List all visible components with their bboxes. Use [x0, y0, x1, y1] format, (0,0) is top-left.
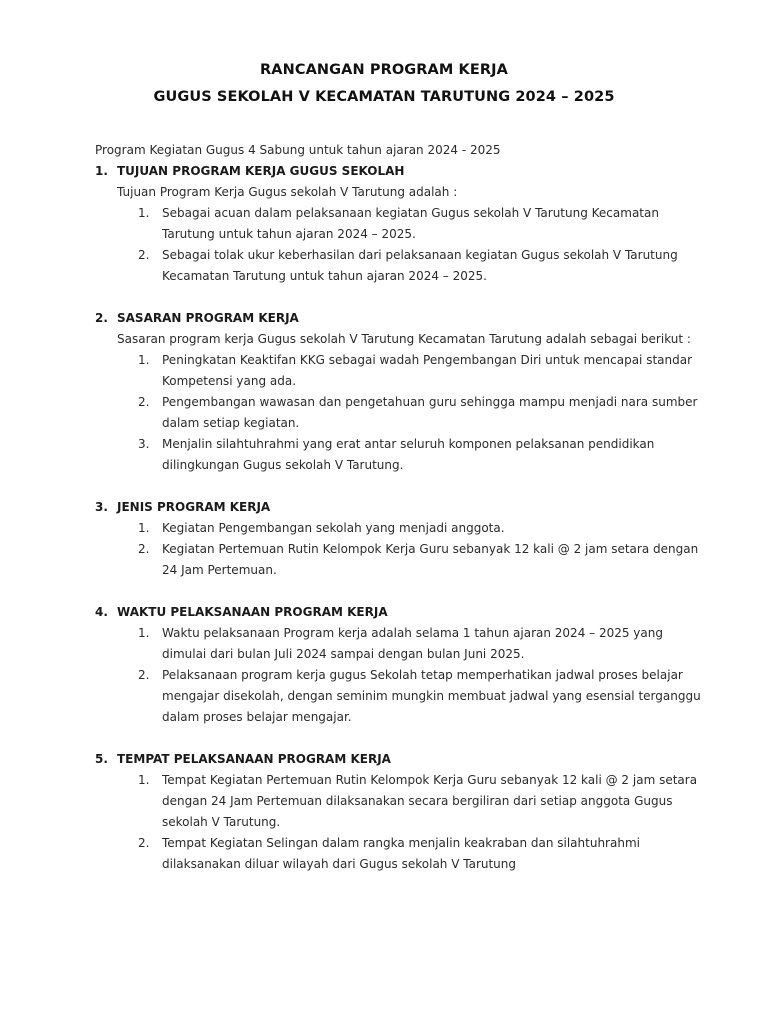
list-item-number: 2. [138, 542, 150, 556]
list-item-text: Sebagai tolak ukur keberhasilan dari pelaksanaan kegiatan Gugus sekolah V Tarutung Kecamatan Tarutung untuk tahun ajaran 2024 – 2025. [162, 248, 678, 283]
section-list [95, 161, 725, 875]
list-item [138, 665, 725, 728]
section-item-list [138, 203, 725, 287]
list-item-text: Tempat Kegiatan Selingan dalam rangka menjalin keakraban dan silahtuhrahmi dilaksanakan diluar wilayah dari Gugus sekolah V Tarutung [162, 836, 640, 871]
section-number: 4. [95, 605, 108, 619]
list-item [138, 833, 725, 875]
list-item-number: 1. [138, 206, 150, 220]
document-body [95, 140, 725, 875]
section-item-list [138, 350, 725, 476]
list-item-number: 1. [138, 626, 150, 640]
list-item-text: Peningkatan Keaktifan KKG sebagai wadah Pengembangan Diri untuk mencapai standar Kompetensi yang ada. [162, 353, 693, 388]
list-item-text: Pelaksanaan program kerja gugus Sekolah tetap memperhatikan jadwal proses belajar mengajar disekolah, dengan seminim mungkin membuat jadwal yang esensial terganggu dalam proses belajar mengajar. [162, 668, 701, 724]
section-4 [95, 602, 725, 728]
list-item-text: Menjalin silahtuhrahmi yang erat antar seluruh komponen pelaksanan pendidikan dilingkungan Gugus sekolah V Tarutung. [162, 437, 655, 472]
section-heading-text: SASARAN PROGRAM KERJA [117, 311, 299, 325]
section-heading [95, 497, 725, 518]
section-number: 1. [95, 164, 108, 178]
list-item [138, 623, 725, 665]
section-heading [95, 161, 725, 182]
section-heading-text: TUJUAN PROGRAM KERJA GUGUS SEKOLAH [117, 164, 405, 178]
section-heading [95, 749, 725, 770]
section-number: 5. [95, 752, 108, 766]
list-item-text: Kegiatan Pengembangan sekolah yang menjadi anggota. [162, 521, 505, 535]
document-title: RANCANGAN PROGRAM KERJA [260, 62, 508, 78]
section-heading-text: WAKTU PELAKSANAAN PROGRAM KERJA [117, 605, 388, 619]
list-item-number: 2. [138, 668, 150, 682]
list-item-number: 2. [138, 248, 150, 262]
section-number: 3. [95, 500, 108, 514]
list-item [138, 518, 725, 539]
list-item-text: Waktu pelaksanaan Program kerja adalah selama 1 tahun ajaran 2024 – 2025 yang dimulai dari bulan Juli 2024 sampai dengan bulan Juni 2025. [162, 626, 663, 661]
document-subtitle: GUGUS SEKOLAH V KECAMATAN TARUTUNG 2024 – 2025 [153, 89, 615, 105]
section-item-list [138, 770, 725, 875]
list-item-number: 1. [138, 521, 150, 535]
section-3 [95, 497, 725, 581]
section-heading [95, 602, 725, 623]
list-item-number: 1. [138, 353, 150, 367]
list-item [138, 434, 725, 476]
list-item [138, 245, 725, 287]
list-item [138, 203, 725, 245]
list-item-text: Pengembangan wawasan dan pengetahuan guru sehingga mampu menjadi nara sumber dalam setiap kegiatan. [162, 395, 698, 430]
list-item-number: 1. [138, 773, 150, 787]
list-item-text: Tempat Kegiatan Pertemuan Rutin Kelompok Kerja Guru sebanyak 12 kali @ 2 jam setara dengan 24 Jam Pertemuan dilaksanakan secara bergiliran dari setiap anggota Gugus sekolah V Tarutung. [162, 773, 698, 829]
list-item-number: 3. [138, 437, 150, 451]
list-item [138, 392, 725, 434]
section-2 [95, 308, 725, 476]
list-item [138, 350, 725, 392]
section-1 [95, 161, 725, 287]
list-item-number: 2. [138, 836, 150, 850]
section-description: Sasaran program kerja Gugus sekolah V Tarutung Kecamatan Tarutung adalah sebagai berikut : [117, 332, 691, 346]
section-heading-text: JENIS PROGRAM KERJA [117, 500, 271, 514]
list-item [138, 770, 725, 833]
section-5 [95, 749, 725, 875]
intro-paragraph: Program Kegiatan Gugus 4 Sabung untuk tahun ajaran 2024 - 2025 [95, 143, 501, 157]
section-heading [95, 308, 725, 329]
section-description: Tujuan Program Kerja Gugus sekolah V Tarutung adalah : [117, 185, 458, 199]
section-item-list [138, 623, 725, 728]
list-item-number: 2. [138, 395, 150, 409]
section-number: 2. [95, 311, 108, 325]
section-item-list [138, 518, 725, 581]
section-heading-text: TEMPAT PELAKSANAAN PROGRAM KERJA [117, 752, 391, 766]
list-item [138, 539, 725, 581]
list-item-text: Kegiatan Pertemuan Rutin Kelompok Kerja Guru sebanyak 12 kali @ 2 jam setara dengan 24 Jam Pertemuan. [162, 542, 699, 577]
list-item-text: Sebagai acuan dalam pelaksanaan kegiatan Gugus sekolah V Tarutung Kecamatan Tarutung untuk tahun ajaran 2024 – 2025. [162, 206, 659, 241]
